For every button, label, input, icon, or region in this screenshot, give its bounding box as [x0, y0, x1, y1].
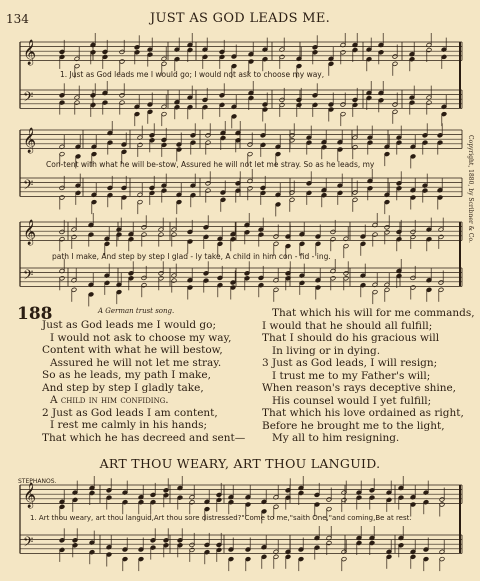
lyrics-line-4: 1. Art thou weary, art thou languid,Art thou sore distressed?"Come to me,"saith One,"and coming,Be at rest.	[30, 514, 412, 522]
poem-line: Content with what he will bestow,	[42, 344, 223, 356]
poem-line: So as he leads, my path I make,	[42, 369, 211, 381]
hymn-number: 188	[17, 304, 53, 324]
music-notes	[59, 33, 447, 571]
poem-line: 3 Just as God leads, I will resign;	[262, 357, 438, 369]
poem-line: In living or in dying.	[272, 344, 381, 357]
poem-line: His counsel would I yet fulfill;	[272, 394, 432, 407]
hymn-title: JUST AS GOD LEADS ME.	[149, 11, 331, 26]
poem-left-column	[32, 319, 245, 444]
copyright-note: Copyright, 1880, by Scribner & Co.	[467, 135, 474, 243]
bass-clef-icon: 𝄢	[23, 89, 34, 108]
bass-clef-icon: 𝄢	[23, 177, 34, 196]
page-number: 134	[6, 12, 29, 26]
poem-line: My all to him resigning.	[272, 432, 400, 444]
hymn-title-2: ART THOU WEARY, ART THOU LANGUID.	[99, 456, 381, 471]
staff-lines	[20, 42, 462, 553]
poem-line: I rest me calmly in his hands;	[50, 419, 207, 431]
poem-line: 2 Just as God leads I am content,	[42, 406, 218, 419]
bass-clef-icon: 𝄢	[23, 267, 34, 286]
poem-line: And step by step I gladly take,	[42, 381, 204, 394]
clefs	[23, 39, 36, 553]
lyrics-line-2: Con-tent with what he will be-stow, Assured he will not let me stray. So as he leads, my	[46, 160, 375, 169]
poem-line: I trust me to my Father's will;	[272, 369, 431, 382]
poem-line: When reason's rays deceptive shine,	[262, 382, 457, 394]
treble-clef-icon: 𝄞	[23, 483, 37, 508]
treble-clef-icon: 𝄞	[23, 220, 37, 245]
poem-line: That which his will for me commands,	[272, 307, 475, 319]
poem-line: I would not ask to choose my way,	[50, 331, 232, 344]
tune-name: STEPHANOS.	[18, 478, 57, 485]
poem-line: That I should do his gracious will	[262, 332, 440, 344]
poem-line: I would that he should all fulfill;	[262, 319, 433, 332]
poem-line: That which his love ordained as right,	[262, 407, 464, 419]
lyrics-line-3: path I make, And step by step I glad - ly take, A child in him con - fid - ing.	[52, 252, 331, 261]
poem-line: That which he has decreed and sent—	[42, 431, 246, 444]
poem-line: Assured he will not let me stray.	[50, 356, 222, 369]
poem-right-column	[262, 307, 475, 445]
poem-line: Just as God leads me I would go;	[42, 319, 217, 331]
lyrics-line-1: 1. Just as God leads me I would go; I would not ask to choose my way,	[60, 70, 325, 79]
bass-clef-icon: 𝄢	[23, 534, 34, 553]
treble-clef-icon: 𝄞	[23, 128, 37, 153]
poem-line: A child in him confiding.	[50, 394, 169, 406]
treble-clef-icon: 𝄞	[23, 40, 37, 65]
poem-line: Before he brought me to the light,	[262, 419, 445, 432]
hymn-subtitle: A German trust song.	[98, 307, 175, 315]
